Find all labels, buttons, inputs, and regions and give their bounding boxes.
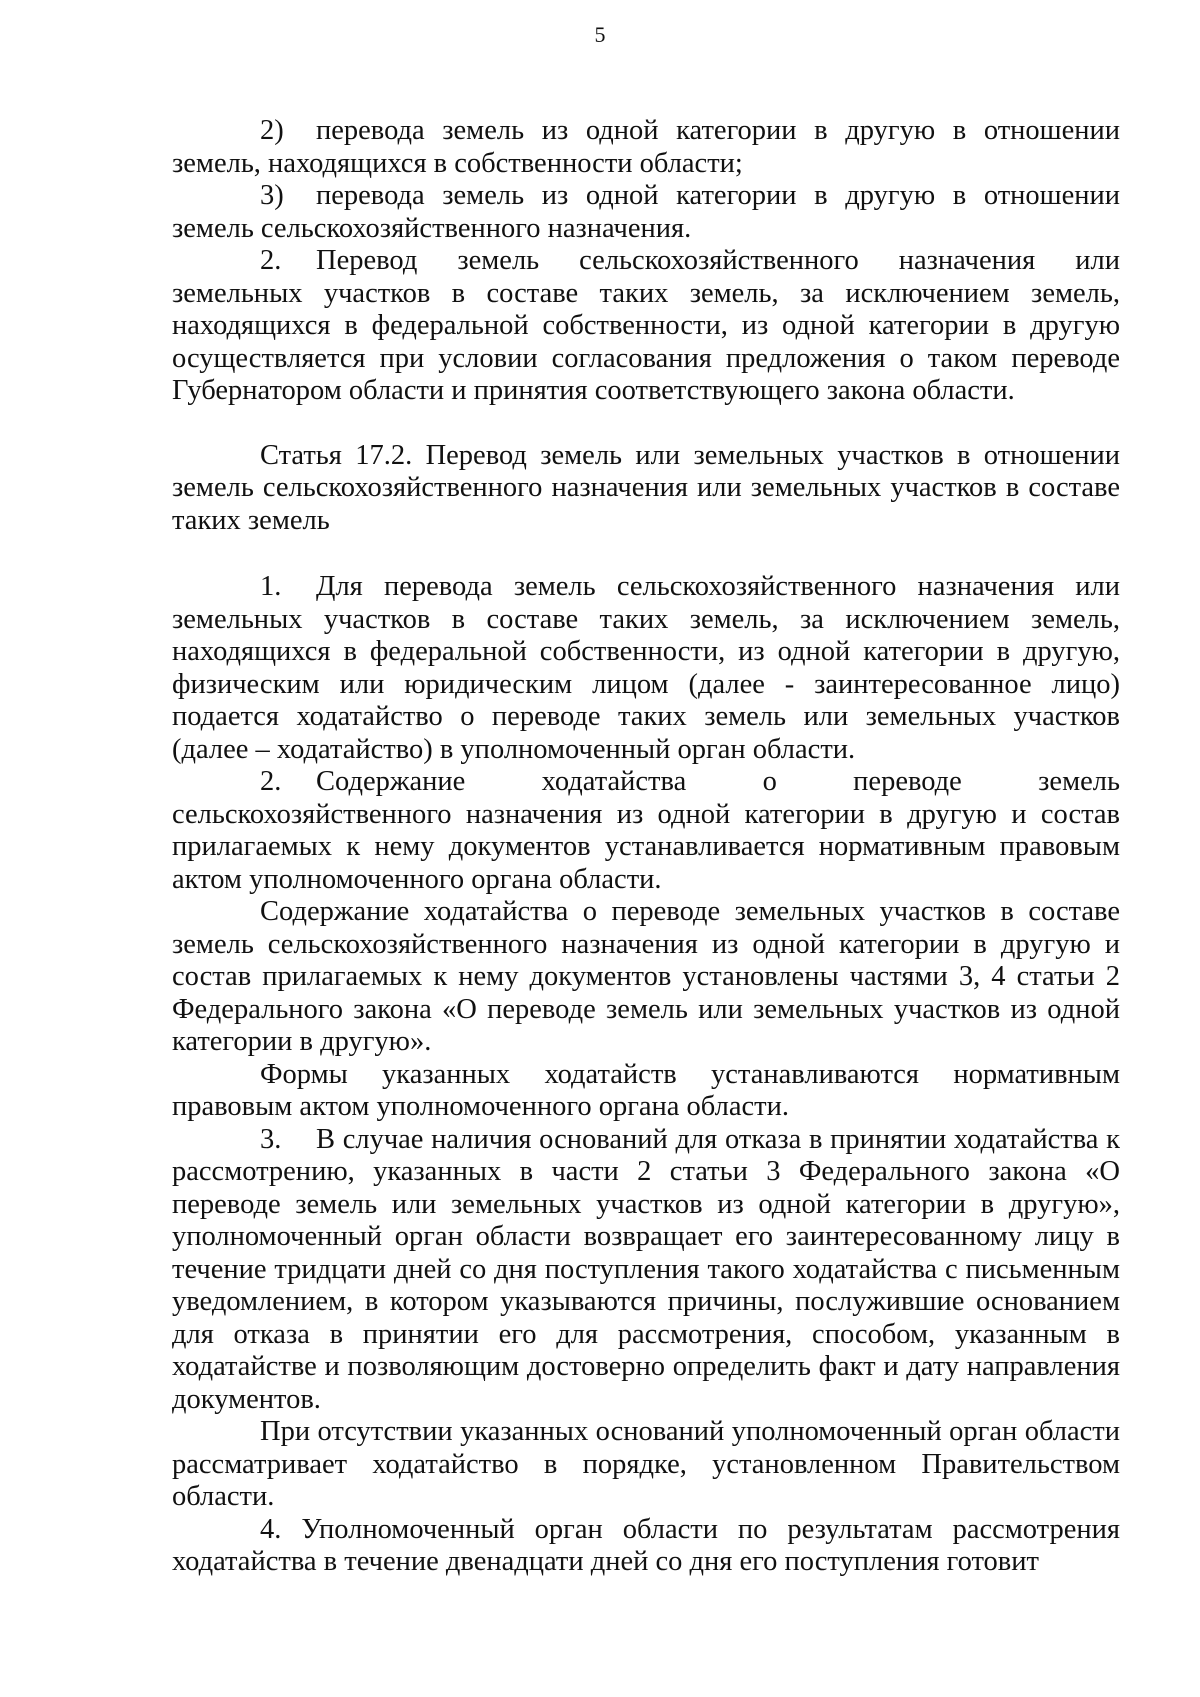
article-paragraph-1 <box>172 571 1120 766</box>
item-number: 2) <box>260 115 284 146</box>
paragraph-2 <box>172 245 1120 408</box>
item-number: 3) <box>260 180 284 211</box>
document-body <box>172 115 1120 1579</box>
item-number: 2. <box>260 245 282 276</box>
item-text: Перевод земель сельскохозяйственного назначения или земельных участков в составе таких земель, за исключением земель, находящихся в федеральной собственности, из одной категории в другую осуществляется при условии согласования предложения о таком переводе Губернатором области и принятия соответствующего закона области. <box>172 245 1120 406</box>
item-number: 3. <box>260 1123 282 1155</box>
item-text: перевода земель из одной категории в другую в отношении земель, находящихся в собственности области; <box>172 115 1120 179</box>
page-number: 5 <box>594 22 606 47</box>
item-number: 1. <box>260 571 282 602</box>
item-text: Для перевода земель сельскохозяйственного назначения или земельных участков в составе таких земель, за исключением земель, находящихся в федеральной собственности, из одной категории в другую, физическим или юридическим лицом (далее - заинтересованное лицо) подается ходатайство о переводе таких земель или земельных участков (далее – ходатайство) в уполномоченный орган области. <box>172 571 1120 765</box>
article-paragraph-2 <box>172 766 1120 896</box>
item-text: В случае наличия оснований для отказа в принятии ходатайства к рассмотрению, указанных в части 2 статьи 3 Федерального закона «О переводе земель или земельных участков из одной категории в другую», уполномоченный орган области возвращает его заинтересованному лицу в течение тридцати дней со дня поступления такого ходатайства с письменным уведомлением, в котором указываются причины, послужившие основанием для отказа в принятии его для рассмотрения, способом, указанным в ходатайстве и позволяющим достоверно определить факт и дату направления документов. <box>172 1123 1120 1415</box>
spacer <box>172 408 1120 440</box>
item-text: Содержание ходатайства о переводе земель сельскохозяйственного назначения из одной категории в другую и состав прилагаемых к нему документов устанавливается нормативным правовым актом уполномоченного органа области. <box>172 766 1120 895</box>
list-item-3 <box>172 180 1120 245</box>
spacer <box>172 537 1120 571</box>
list-item-2 <box>172 115 1120 180</box>
item-text: перевода земель из одной категории в другую в отношении земель сельскохозяйственного назначения. <box>172 180 1120 244</box>
article-heading: Статья 17.2. Перевод земель или земельных участков в отношении земель сельскохозяйственного назначения или земельных участков в составе таких земель <box>172 439 1120 536</box>
article-paragraph-2-content: Содержание ходатайства о переводе земельных участков в составе земель сельскохозяйственного назначения из одной категории в другую и состав прилагаемых к нему документов установлены частями 3, 4 статьи 2 Федерального закона «О переводе земель или земельных участков из одной категории в другую». <box>172 896 1120 1057</box>
article-paragraph-3-absence: При отсутствии указанных оснований уполномоченный орган области рассматривает ходатайство в порядке, установленном Правительством области. <box>172 1416 1120 1512</box>
article-paragraph-3 <box>172 1124 1120 1417</box>
article-paragraph-2-forms: Формы указанных ходатайств устанавливаются нормативным правовым актом уполномоченного органа области. <box>172 1058 1120 1122</box>
item-number: 2. <box>260 766 282 797</box>
article-paragraph-4: 4. Уполномоченный орган области по результатам рассмотрения ходатайства в течение двенадцати дней со дня его поступления готовит <box>172 1513 1120 1577</box>
